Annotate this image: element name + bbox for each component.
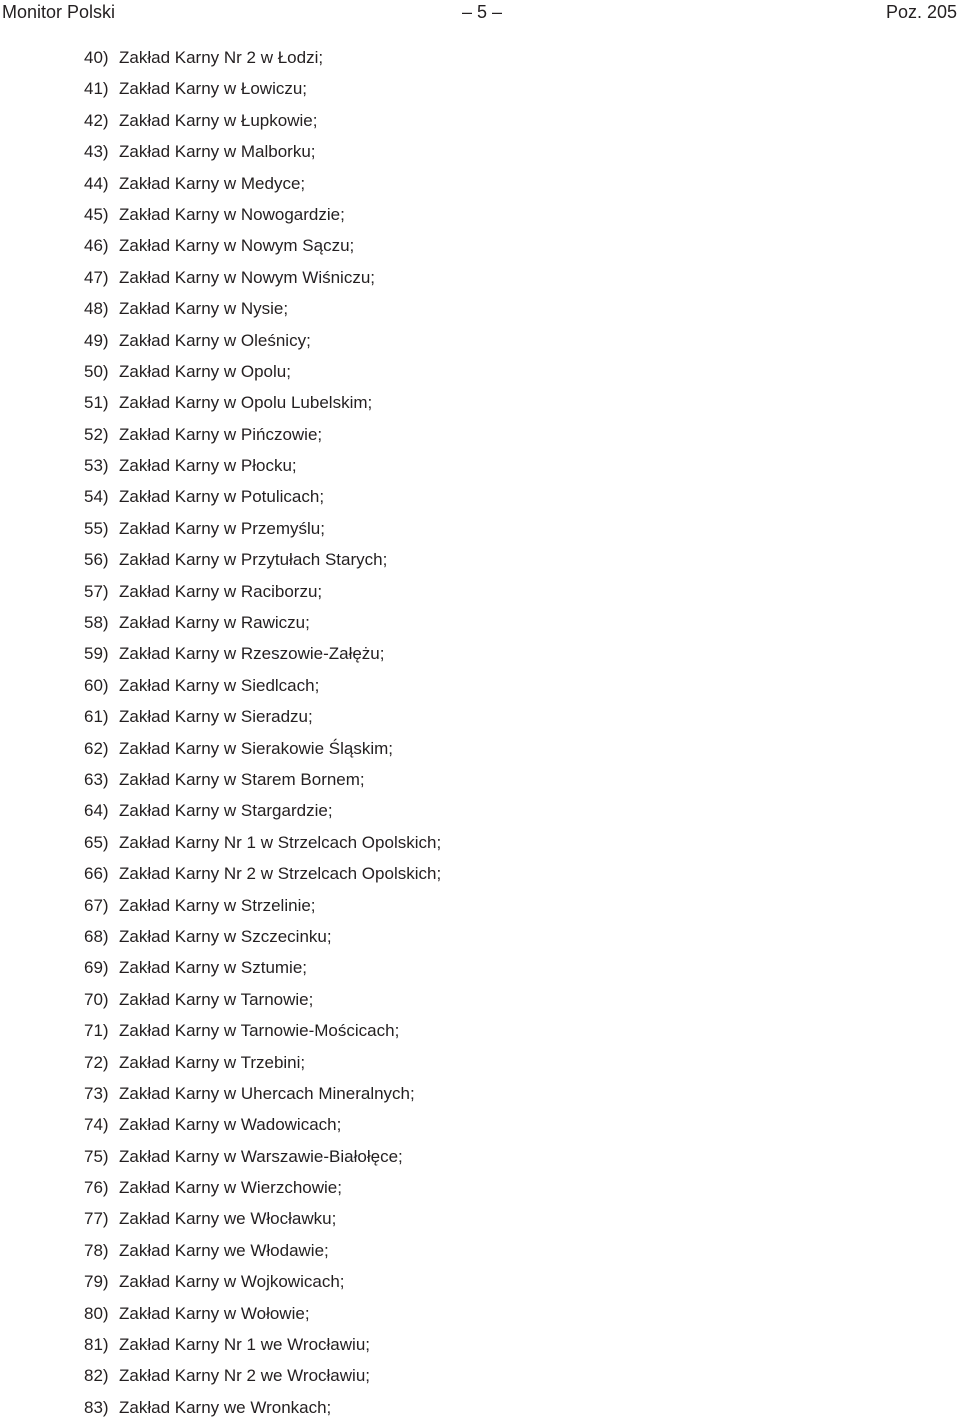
- list-item: [84, 325, 441, 356]
- list-item-text: Zakład Karny w Raciborzu;: [119, 581, 323, 601]
- list-item-text: Zakład Karny w Nowogardzie;: [119, 204, 345, 224]
- list-item-number: 48): [84, 299, 109, 319]
- list-item-number: 50): [84, 361, 109, 381]
- list-item: [84, 764, 441, 795]
- list-item: [84, 199, 441, 230]
- list-item: [84, 670, 441, 701]
- list-item-text: Zakład Karny w Płocku;: [119, 456, 297, 476]
- list-item: [84, 1392, 441, 1423]
- list-item-text: Zakład Karny w Wadowicach;: [119, 1115, 342, 1135]
- list-item: [84, 450, 441, 481]
- list-item-text: Zakład Karny w Sztumie;: [119, 958, 308, 978]
- list-item-text: Zakład Karny w Wołowie;: [119, 1303, 310, 1323]
- list-item-number: 73): [84, 1083, 109, 1103]
- list-item-number: 57): [84, 581, 109, 601]
- list-item-number: 70): [84, 989, 109, 1009]
- list-item: [84, 921, 441, 952]
- page-number: – 5 –: [462, 2, 503, 22]
- list-item-number: 66): [84, 864, 109, 884]
- list-item: [84, 105, 441, 136]
- list-item-number: 68): [84, 926, 109, 946]
- list-item-number: 67): [84, 895, 109, 915]
- list-item-number: 81): [84, 1335, 109, 1355]
- list-item: [84, 168, 441, 199]
- list-item: [84, 1235, 441, 1266]
- list-item-number: 59): [84, 644, 109, 664]
- list-item-number: 60): [84, 675, 109, 695]
- list-item-number: 55): [84, 518, 109, 538]
- list-item-text: Zakład Karny w Łowiczu;: [119, 79, 308, 99]
- list-item-text: Zakład Karny w Wojkowicach;: [119, 1272, 345, 1292]
- list-item-text: Zakład Karny w Przytułach Starych;: [119, 550, 388, 570]
- list-item-text: Zakład Karny w Rawiczu;: [119, 613, 310, 633]
- list-item-text: Zakład Karny w Sierakowie Śląskim;: [119, 738, 393, 758]
- list-item-number: 74): [84, 1115, 109, 1135]
- list-item-text: Zakład Karny w Nysie;: [119, 299, 289, 319]
- list-item-number: 53): [84, 456, 109, 476]
- list-item-number: 64): [84, 801, 109, 821]
- list-item-text: Zakład Karny w Wierzchowie;: [119, 1178, 342, 1198]
- list-item: [84, 387, 441, 418]
- list-item-text: Zakład Karny we Wronkach;: [119, 1397, 332, 1417]
- list-item-number: 82): [84, 1366, 109, 1386]
- list-item-text: Zakład Karny w Uhercach Mineralnych;: [119, 1083, 415, 1103]
- list-item: [84, 827, 441, 858]
- list-item: [84, 733, 441, 764]
- list-item-text: Zakład Karny w Medyce;: [119, 173, 306, 193]
- list-item: [84, 1298, 441, 1329]
- list-item-number: 43): [84, 142, 109, 162]
- list-item-number: 76): [84, 1178, 109, 1198]
- list-item-number: 40): [84, 48, 109, 67]
- list-item: [84, 136, 441, 167]
- list-item-text: Zakład Karny w Rzeszowie-Załężu;: [119, 644, 385, 664]
- list-item-text: Zakład Karny w Pińczowie;: [119, 424, 323, 444]
- page-header: [0, 0, 960, 24]
- list-item: [84, 1109, 441, 1140]
- list-item: [84, 293, 441, 324]
- list-item: [84, 262, 441, 293]
- list-item-text: Zakład Karny w Nowym Sączu;: [119, 236, 355, 256]
- list-item-number: 61): [84, 707, 109, 727]
- list-item-text: Zakład Karny w Warszawie-Białołęce;: [119, 1146, 403, 1166]
- list-item-text: Zakład Karny w Szczecinku;: [119, 926, 332, 946]
- list-item: [84, 1078, 441, 1109]
- list-item-number: 41): [84, 79, 109, 99]
- list-item-text: Zakład Karny w Nowym Wiśniczu;: [119, 267, 376, 287]
- list-item: [84, 1047, 441, 1078]
- list-item-text: Zakład Karny Nr 1 w Strzelcach Opolskich;: [119, 832, 442, 852]
- list-item: [84, 1015, 441, 1046]
- list-item-number: 71): [84, 1021, 109, 1041]
- list-item-text: Zakład Karny Nr 2 w Łodzi;: [119, 48, 324, 67]
- list-item: [84, 1329, 441, 1360]
- list-item-number: 62): [84, 738, 109, 758]
- list-item-text: Zakład Karny w Potulicach;: [119, 487, 325, 507]
- list-item: [84, 1172, 441, 1203]
- list-item-text: Zakład Karny Nr 2 we Wrocławiu;: [119, 1366, 370, 1386]
- list-item-number: 63): [84, 769, 109, 789]
- list-item: [84, 576, 441, 607]
- list-item-number: 58): [84, 613, 109, 633]
- list-item: [84, 419, 441, 450]
- list-item: [84, 607, 441, 638]
- publication-title: Monitor Polski: [2, 2, 116, 22]
- list-item-text: Zakład Karny w Oleśnicy;: [119, 330, 311, 350]
- list-item-text: Zakład Karny w Starem Bornem;: [119, 769, 365, 789]
- list-item-number: 54): [84, 487, 109, 507]
- list-item-number: 42): [84, 110, 109, 130]
- list-item-text: Zakład Karny Nr 2 w Strzelcach Opolskich;: [119, 864, 442, 884]
- list-item: [84, 890, 441, 921]
- list-item-text: Zakład Karny w Strzelinie;: [119, 895, 316, 915]
- list-item: [84, 1141, 441, 1172]
- list-item-text: Zakład Karny w Trzebini;: [119, 1052, 306, 1072]
- list-item-text: Zakład Karny w Tarnowie-Mościcach;: [119, 1021, 400, 1041]
- position-number: Poz. 205: [885, 2, 957, 22]
- list-item-number: 47): [84, 267, 109, 287]
- list-item-number: 65): [84, 832, 109, 852]
- list-item-number: 69): [84, 958, 109, 978]
- list-item-number: 44): [84, 173, 109, 193]
- list-item-number: 45): [84, 204, 109, 224]
- list-item-number: 79): [84, 1272, 109, 1292]
- list-item-text: Zakład Karny w Opolu Lubelskim;: [119, 393, 373, 413]
- list-item-text: Zakład Karny w Przemyślu;: [119, 518, 325, 538]
- list-item-text: Zakład Karny we Włocławku;: [119, 1209, 337, 1229]
- list-item-text: Zakład Karny we Włodawie;: [119, 1240, 329, 1260]
- list-item-text: Zakład Karny w Sieradzu;: [119, 707, 313, 727]
- list-item-number: 56): [84, 550, 109, 570]
- list-item-number: 78): [84, 1240, 109, 1260]
- list-item-text: Zakład Karny w Stargardzie;: [119, 801, 333, 821]
- list-item: [84, 858, 441, 889]
- list-item-number: 77): [84, 1209, 109, 1229]
- list-item: [84, 513, 441, 544]
- list-item: [84, 638, 441, 669]
- list-item: [84, 1266, 441, 1297]
- list-item: [84, 1360, 441, 1391]
- list-item-number: 83): [84, 1397, 109, 1417]
- list-item-text: Zakład Karny w Siedlcach;: [119, 675, 320, 695]
- list-item-number: 72): [84, 1052, 109, 1072]
- list-item-number: 46): [84, 236, 109, 256]
- list-item: [84, 984, 441, 1015]
- list-item: [84, 356, 441, 387]
- list-item: [84, 1203, 441, 1234]
- list-item: [84, 795, 441, 826]
- list-item: [84, 544, 441, 575]
- list-item-text: Zakład Karny w Łupkowie;: [119, 110, 318, 130]
- list-item: [84, 73, 441, 104]
- list-item-number: 51): [84, 393, 109, 413]
- institution-list: [84, 42, 441, 1423]
- list-item-text: Zakład Karny w Malborku;: [119, 142, 316, 162]
- list-item-text: Zakład Karny w Tarnowie;: [119, 989, 314, 1009]
- list-item: [84, 230, 441, 261]
- list-item-number: 49): [84, 330, 109, 350]
- list-item-text: Zakład Karny Nr 1 we Wrocławiu;: [119, 1335, 370, 1355]
- list-item-number: 80): [84, 1303, 109, 1323]
- list-item-number: 52): [84, 424, 109, 444]
- list-item: [84, 42, 441, 73]
- list-item: [84, 701, 441, 732]
- list-item: [84, 952, 441, 983]
- list-item-number: 75): [84, 1146, 109, 1166]
- list-item: [84, 481, 441, 512]
- list-item-text: Zakład Karny w Opolu;: [119, 361, 291, 381]
